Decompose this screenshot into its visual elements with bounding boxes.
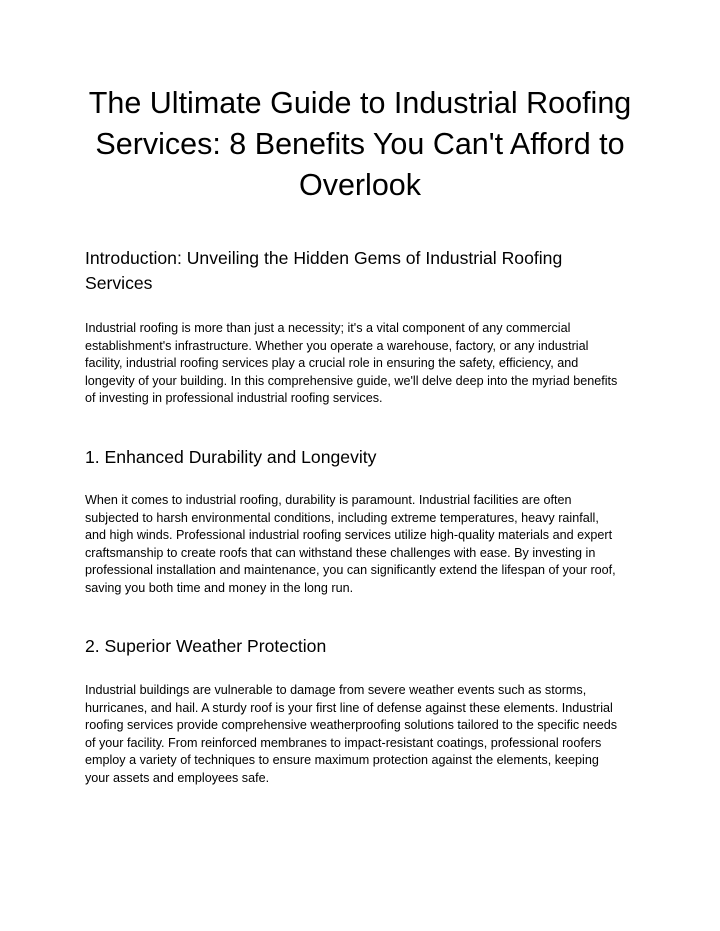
paragraph-line: Industrial roofing is more than just a necessity; it's a vital component of any commercial xyxy=(85,321,571,335)
durability-paragraph xyxy=(85,492,650,598)
title-line: The Ultimate Guide to Industrial Roofing xyxy=(88,86,632,120)
paragraph-line: establishment's infrastructure. Whether you operate a warehouse, factory, or any industrial xyxy=(85,338,589,353)
weather-protection-heading xyxy=(85,634,645,659)
paragraph-line: professional installation and maintenance, you can significantly extend the lifespan of your roof, xyxy=(85,563,616,578)
paragraph-line: facility, industrial roofing services play a crucial role in ensuring the safety, efficiency, and xyxy=(85,356,579,371)
heading-line: Services xyxy=(85,273,153,293)
document-title xyxy=(60,83,660,206)
heading-line: 2. Superior Weather Protection xyxy=(85,636,327,656)
paragraph-line: Industrial buildings are vulnerable to damage from severe weather events such as storms, xyxy=(85,683,587,697)
paragraph-line: longevity of your building. In this comprehensive guide, we'll delve deep into the myriad benefits xyxy=(85,373,618,388)
paragraph-line: subjected to harsh environmental conditions, including extreme temperatures, heavy rainfall, xyxy=(85,510,599,525)
paragraph-line: your assets and employees safe. xyxy=(85,770,270,785)
heading-line: Introduction: Unveiling the Hidden Gems of Industrial Roofing xyxy=(85,248,563,268)
paragraph-line: hurricanes, and hail. A sturdy roof is your first line of defense against these elements. Industrial xyxy=(85,700,613,715)
durability-heading xyxy=(85,445,645,470)
title-line: Services: 8 Benefits You Can't Afford to xyxy=(95,127,625,161)
weather-protection-paragraph xyxy=(85,682,650,788)
paragraph-line: craftsmanship to create roofs that can withstand these challenges with ease. By investing in xyxy=(85,545,596,560)
paragraph-line: roofing services provide comprehensive weatherproofing solutions tailored to the specific needs xyxy=(85,718,618,733)
paragraph-line: employ a variety of techniques to ensure maximum protection against the elements, keeping xyxy=(85,753,599,768)
introduction-paragraph xyxy=(85,320,650,408)
paragraph-line: and high winds. Professional industrial roofing services utilize high-quality materials and expert xyxy=(85,528,613,543)
paragraph-line: of investing in professional industrial roofing services. xyxy=(85,391,383,406)
paragraph-line: When it comes to industrial roofing, durability is paramount. Industrial facilities are often xyxy=(85,493,572,507)
paragraph-line: saving you both time and money in the long run. xyxy=(85,580,354,595)
heading-line: 1. Enhanced Durability and Longevity xyxy=(85,447,377,467)
introduction-heading xyxy=(85,246,645,296)
paragraph-line: of your facility. From reinforced membranes to impact-resistant coatings, professional roofers xyxy=(85,735,602,750)
title-line: Overlook xyxy=(298,168,422,202)
